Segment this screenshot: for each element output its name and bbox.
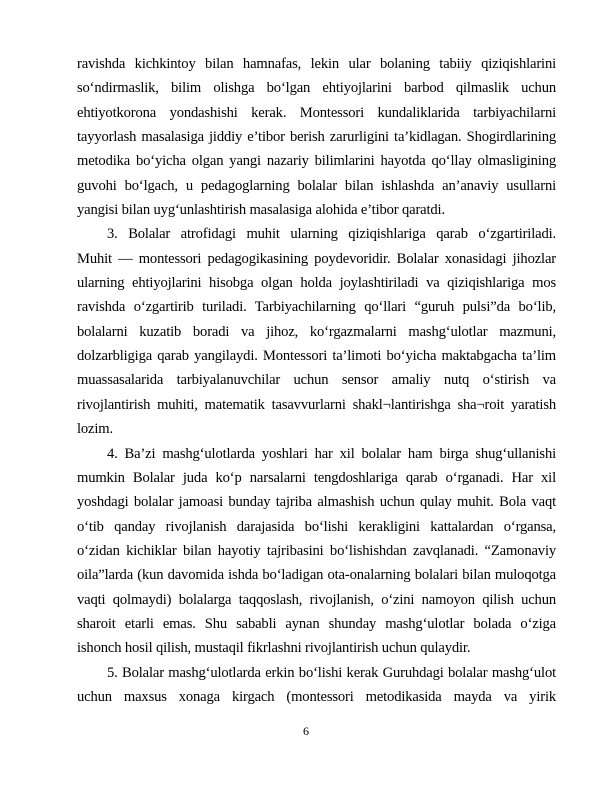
text-line: 3. Bolalar atrofidagi muhit ularning qiziqishlariga qarab o‘zgartiriladi.: [107, 226, 556, 243]
text-line: 4. Ba’zi mashg‘ulotlarda yoshlari har xil bolalar ham birga shug‘ullanishi: [107, 445, 556, 462]
text-line: o‘zidan kichiklar bilan hayotiy tajribasini bo‘lishishdan zavqlanadi. “Zamonaviy: [77, 542, 556, 559]
page-footer: [0, 722, 612, 740]
text-line: mumkin Bolalar juda ko‘p narsalarni tengdoshlariga qarab o‘rganadi. Har xil: [77, 469, 556, 486]
text-line: so‘ndirmaslik, bilim olishga bo‘lgan ehtiyojlarini barbod qilmaslik uchun: [77, 80, 556, 97]
text-line: o‘tib qanday rivojlanish darajasida bo‘lishi kerakligini kattalardan o‘rgansa,: [77, 518, 556, 535]
text-line: ravishda kichkintoy bilan hamnafas, lekin ular bolaning tabiiy qiziqishlarini: [77, 56, 556, 72]
text-line: dolzarbligiga qarab yangilaydi. Montessori ta’limoti bo‘yicha maktabgacha ta’lim: [77, 348, 556, 365]
text-line: yangisi bilan uyg‘unlashtirish masalasiga alohida e’tibor qaratdi.: [77, 202, 445, 219]
text-line: 5. Bolalar mashg‘ulotlarda erkin bo‘lishi kerak Guruhdagi bolalar mashg‘ulot: [107, 664, 556, 681]
text-line: muassasalarida tarbiyalanuvchilar uchun sensor amaliy nutq o‘stirish va: [77, 372, 556, 389]
text-line: lozim.: [77, 421, 113, 438]
document-text: [77, 52, 556, 709]
text-line: Muhit — montessori pedagogikasining poydevoridir. Bolalar xonasidagi jihozlar: [77, 250, 556, 267]
page-number: 6: [303, 724, 309, 738]
paragraph: [77, 52, 556, 222]
text-line: sharoit etarli emas. Shu sababli aynan shunday mashg‘ulotlar bolada o‘ziga: [77, 615, 556, 632]
text-line: ehtiyotkorona yondashishi kerak. Montessori kundaliklarida tarbiyachilarni: [77, 104, 556, 121]
text-line: rivojlantirish muhiti, matematik tasavvurlarni shakl¬lantirishga sha¬roit yaratish: [77, 396, 556, 413]
text-line: ularning ehtiyojlarini hisobga olgan holda joylashtiriladi va qiziqishlariga mos: [77, 275, 556, 292]
paragraph: [77, 661, 556, 710]
text-line: bolalarni kuzatib boradi va jihoz, ko‘rgazmalarni mashg‘ulotlar mazmuni,: [77, 323, 556, 340]
text-line: oila”larda (kun davomida ishda bo‘ladigan ota-onalarning bolalari bilan muloqotga: [77, 567, 556, 584]
text-line: metodika bo‘yicha olgan yangi nazariy bilimlarini hayotda qo‘llay olmasligining: [77, 153, 556, 170]
paragraph: [77, 222, 556, 441]
text-line: guvohi bo‘lgach, u pedagoglarning bolalar bilan ishlashda an’anaviy usullarni: [77, 177, 556, 194]
text-line: vaqti qolmaydi) bolalarga taqqoslash, rivojlanish, o‘zini namoyon qilish uchun: [77, 591, 556, 608]
text-line: tayyorlash masalasiga jiddiy e’tibor berish zarurligini ta’kidlagan. Shogirdlarining: [77, 129, 556, 146]
text-line: yoshdagi bolalar jamoasi bunday tajriba almashish uchun qulay muhit. Bola vaqt: [77, 494, 556, 511]
paragraph: [77, 442, 556, 661]
text-line: ravishda o‘zgartirib turiladi. Tarbiyachilarning qo‘llari “guruh pulsi”da bo‘lib,: [77, 299, 556, 316]
text-line: ishonch hosil qilish, mustaqil fikrlashni rivojlantirish uchun qulaydir.: [77, 640, 471, 657]
text-line: uchun maxsus xonaga kirgach (montessori metodikasida mayda va yirik: [77, 688, 556, 705]
